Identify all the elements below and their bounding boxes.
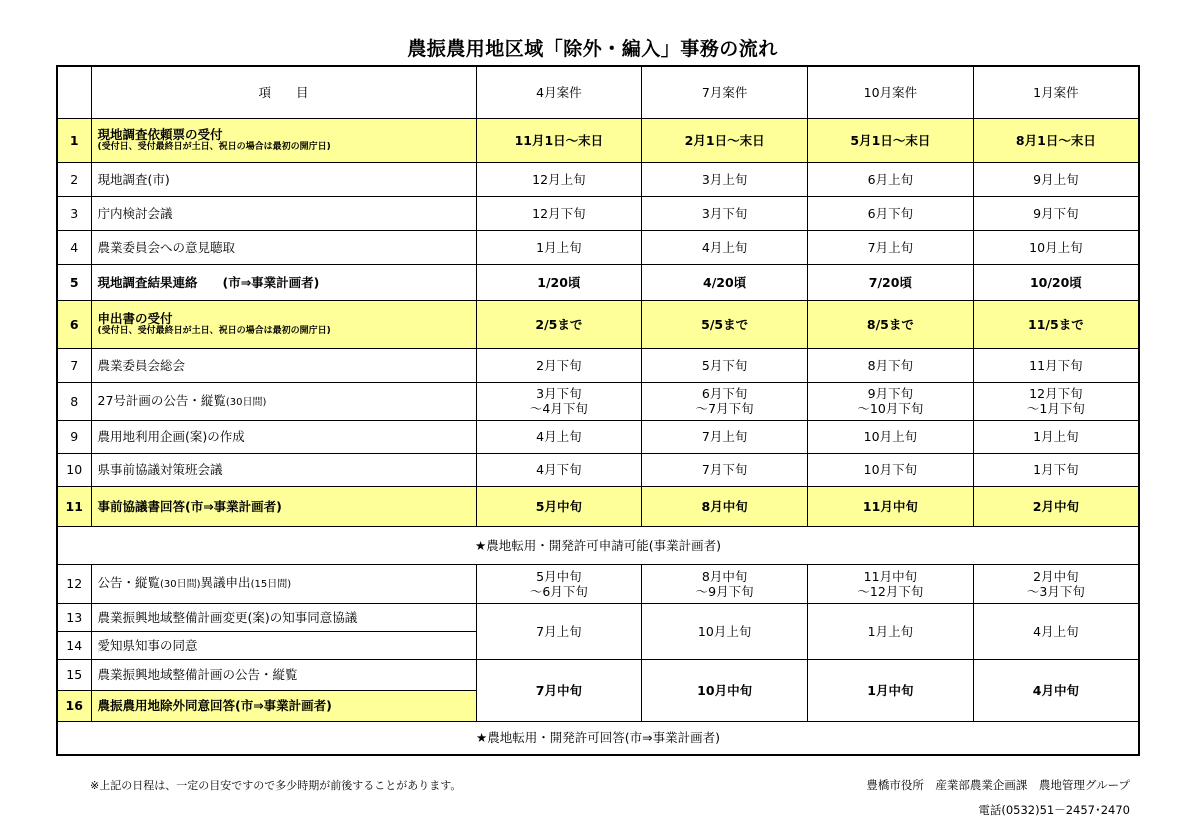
row-value — [642, 382, 808, 420]
row-value: 7月上旬 — [808, 230, 974, 264]
row-value: 2月1日～末日 — [642, 118, 808, 162]
value-line: 12月下旬 — [1029, 386, 1083, 401]
row-value — [973, 382, 1139, 420]
table-row — [57, 230, 1139, 264]
row-value: 8/5まで — [808, 300, 974, 348]
milestone-text: ★農地転用・開発許可回答(市⇒事業計画者) — [57, 721, 1139, 755]
value-line: ～10月下旬 — [857, 401, 924, 416]
row-value: 4月上旬 — [973, 603, 1139, 659]
footer-phone: 電話(0532)51－2457･2470 — [978, 803, 1130, 817]
value-line: ～3月下旬 — [1026, 583, 1085, 599]
table-row — [57, 603, 1139, 631]
row-item-label: 公告・縦覧 — [97, 575, 161, 590]
row-number: 6 — [57, 300, 91, 348]
table-row — [57, 453, 1139, 486]
footer-organization: 豊橋市役所 産業部農業企画課 農地管理グループ — [866, 778, 1130, 792]
row-value: 1月上旬 — [973, 420, 1139, 453]
row-number: 2 — [57, 162, 91, 196]
row-item: 現地調査(市) — [91, 162, 476, 196]
row-value — [808, 564, 974, 603]
row-value: 10月上旬 — [808, 420, 974, 453]
row-value: 1月上旬 — [476, 230, 642, 264]
row-number: 12 — [57, 564, 91, 603]
row-value: 2月中旬 — [973, 486, 1139, 526]
row-value: 10月上旬 — [973, 230, 1139, 264]
row-value: 1月中旬 — [808, 659, 974, 721]
value-line: ～1月下旬 — [1026, 401, 1085, 416]
row-number: 3 — [57, 196, 91, 230]
row-item-duration: (30日間) — [225, 396, 267, 408]
row-item-label: 現地調査依頼票の受付 — [97, 127, 223, 142]
row-value: 11月1日～末日 — [476, 118, 642, 162]
milestone-row — [57, 721, 1139, 755]
table-row — [57, 420, 1139, 453]
value-line: ～12月下旬 — [857, 583, 924, 599]
row-number: 15 — [57, 659, 91, 690]
row-value: 12月下旬 — [476, 196, 642, 230]
row-value: 7月中旬 — [476, 659, 642, 721]
row-value: 8月中旬 — [642, 486, 808, 526]
row-number: 16 — [57, 690, 91, 721]
row-value: 4月上旬 — [476, 420, 642, 453]
header-col-jul: 7月案件 — [642, 66, 808, 118]
row-value: 11月下旬 — [973, 348, 1139, 382]
row-value: 2/5まで — [476, 300, 642, 348]
value-line: 2月中旬 — [1033, 568, 1079, 584]
row-value: 5月1日～末日 — [808, 118, 974, 162]
milestone-text: ★農地転用・開発許可申請可能(事業計画者) — [57, 526, 1139, 564]
value-line: 3月下旬 — [536, 386, 582, 401]
header-item: 項 目 — [91, 66, 476, 118]
row-value: 4/20頃 — [642, 264, 808, 300]
row-value: 12月上旬 — [476, 162, 642, 196]
header-row — [57, 66, 1139, 118]
row-number: 7 — [57, 348, 91, 382]
row-item: 農業委員会への意見聴取 — [91, 230, 476, 264]
row-item: 農業振興地域整備計画変更(案)の知事同意協議 — [91, 603, 476, 631]
row-item: 現地調査結果連絡 (市⇒事業計画者) — [91, 264, 476, 300]
row-item: 農振農用地除外同意回答(市⇒事業計画者) — [91, 690, 476, 721]
row-item: 愛知県知事の同意 — [91, 631, 476, 659]
value-line: ～4月下旬 — [529, 401, 588, 416]
row-value: 7月上旬 — [476, 603, 642, 659]
row-value: 4月中旬 — [973, 659, 1139, 721]
row-item — [91, 118, 476, 162]
footer-note: ※上記の日程は、一定の目安ですので多少時期が前後することがあります。 — [90, 779, 462, 792]
value-line: 11月中旬 — [863, 568, 918, 584]
row-value: 10月下旬 — [808, 453, 974, 486]
row-number: 4 — [57, 230, 91, 264]
row-item-duration-2: (15日間) — [250, 579, 292, 590]
milestone-row — [57, 526, 1139, 564]
value-line: ～7月下旬 — [695, 401, 754, 416]
table-row — [57, 486, 1139, 526]
table-row — [57, 300, 1139, 348]
row-value: 10/20頃 — [973, 264, 1139, 300]
row-item — [91, 564, 476, 603]
table-row — [57, 162, 1139, 196]
row-value: 1月下旬 — [973, 453, 1139, 486]
row-item: 事前協議書回答(市⇒事業計画者) — [91, 486, 476, 526]
row-number: 5 — [57, 264, 91, 300]
header-num-cell — [57, 66, 91, 118]
row-item: 庁内検討会議 — [91, 196, 476, 230]
row-value: 9月上旬 — [973, 162, 1139, 196]
row-number: 11 — [57, 486, 91, 526]
row-item — [91, 382, 476, 420]
row-value: 9月下旬 — [973, 196, 1139, 230]
row-value: 4月上旬 — [642, 230, 808, 264]
row-item: 農業振興地域整備計画の公告・縦覧 — [91, 659, 476, 690]
table-row — [57, 118, 1139, 162]
row-value: 5/5まで — [642, 300, 808, 348]
row-value: 11/5まで — [973, 300, 1139, 348]
row-value: 11月中旬 — [808, 486, 974, 526]
row-value: 3月上旬 — [642, 162, 808, 196]
table-row — [57, 564, 1139, 603]
row-item: 県事前協議対策班会議 — [91, 453, 476, 486]
header-col-apr: 4月案件 — [476, 66, 642, 118]
row-value — [642, 564, 808, 603]
row-item-duration: (30日間) — [160, 579, 201, 590]
header-col-oct: 10月案件 — [808, 66, 974, 118]
row-item-note: (受付日、受付最終日が土日、祝日の場合は最初の開庁日) — [97, 326, 331, 336]
row-value: 8月下旬 — [808, 348, 974, 382]
table-row — [57, 348, 1139, 382]
value-line: 8月中旬 — [701, 568, 748, 584]
row-value: 10月上旬 — [642, 603, 808, 659]
row-number: 8 — [57, 382, 91, 420]
row-item: 農業委員会総会 — [91, 348, 476, 382]
value-line: 6月下旬 — [701, 386, 748, 401]
header-col-jan: 1月案件 — [973, 66, 1139, 118]
row-item-label-2: 異議申出 — [200, 575, 251, 590]
row-value — [476, 564, 642, 603]
value-line: ～6月下旬 — [529, 583, 588, 599]
row-value: 1/20頃 — [476, 264, 642, 300]
value-line: ～9月下旬 — [695, 583, 754, 599]
row-value: 7/20頃 — [808, 264, 974, 300]
page-title: 農振農用地区域「除外・編入」事務の流れ — [407, 38, 778, 60]
row-value: 6月下旬 — [808, 196, 974, 230]
row-value: 10月中旬 — [642, 659, 808, 721]
row-item-note: (受付日、受付最終日が土日、祝日の場合は最初の開庁日) — [97, 142, 331, 152]
value-line: 5月中旬 — [536, 568, 582, 584]
row-number: 10 — [57, 453, 91, 486]
row-value: 1月上旬 — [808, 603, 974, 659]
row-value — [808, 382, 974, 420]
row-item: 農用地利用企画(案)の作成 — [91, 420, 476, 453]
row-value: 6月上旬 — [808, 162, 974, 196]
row-number: 13 — [57, 603, 91, 631]
row-item-label: 27号計画の公告・縦覧 — [97, 392, 226, 408]
value-line: 9月下旬 — [867, 386, 914, 401]
row-value: 5月下旬 — [642, 348, 808, 382]
row-value: 3月下旬 — [642, 196, 808, 230]
row-value: 2月下旬 — [476, 348, 642, 382]
table-row — [57, 264, 1139, 300]
row-number: 9 — [57, 420, 91, 453]
row-value: 4月下旬 — [476, 453, 642, 486]
row-value — [973, 564, 1139, 603]
table-row — [57, 659, 1139, 690]
row-value: 7月上旬 — [642, 420, 808, 453]
schedule-table — [56, 65, 1140, 756]
table-row — [57, 382, 1139, 420]
row-number: 14 — [57, 631, 91, 659]
row-value: 5月中旬 — [476, 486, 642, 526]
table-row — [57, 196, 1139, 230]
row-value: 7月下旬 — [642, 453, 808, 486]
row-item — [91, 300, 476, 348]
row-item-label: 申出書の受付 — [97, 311, 173, 326]
row-number: 1 — [57, 118, 91, 162]
row-value — [476, 382, 642, 420]
row-value: 8月1日～末日 — [973, 118, 1139, 162]
